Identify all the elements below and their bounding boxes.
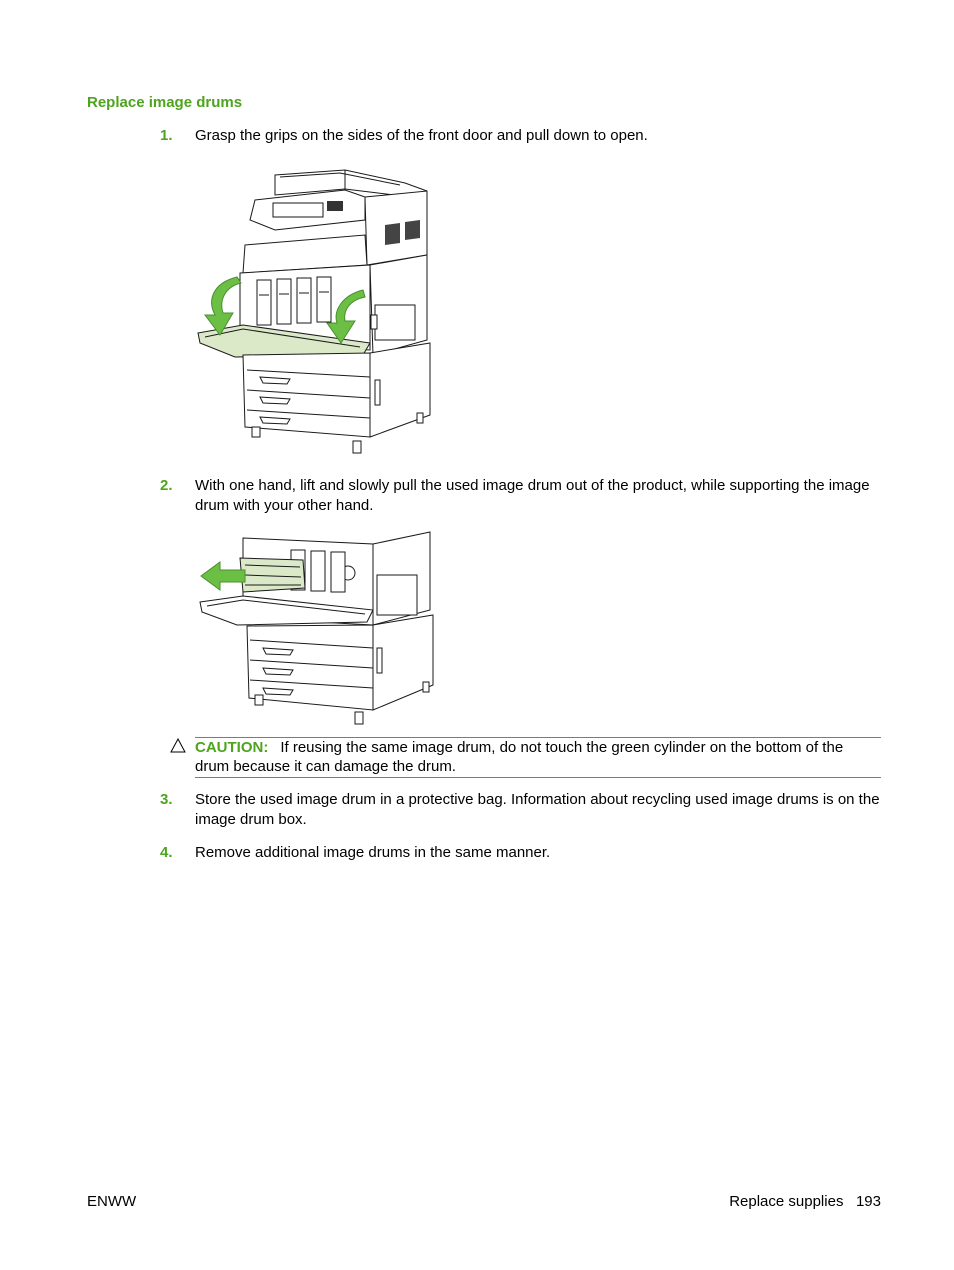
caution-text: If reusing the same image drum, do not touch the green cylinder on the bottom of the drum because it can damage the drum.: [195, 739, 844, 775]
step-1-text: Grasp the grips on the sides of the front door and pull down to open.: [195, 127, 648, 144]
footer-right: [729, 1193, 881, 1210]
footer-left: ENWW: [87, 1193, 137, 1210]
caution-note: [195, 737, 881, 778]
step-4-number: 4.: [160, 844, 173, 861]
page-number: 193: [855, 1193, 881, 1210]
step-3-number: 3.: [160, 791, 173, 808]
step-4-text: Remove additional image drums in the same manner.: [195, 844, 551, 861]
caution-label: CAUTION:: [195, 739, 269, 756]
step-2-number: 2.: [160, 477, 173, 494]
step-3-text: Store the used image drum in a protective bag. Information about recycling used image drums is on the image drum box.: [195, 791, 880, 828]
image-drum-removal-illustration: [195, 530, 440, 730]
printer-door-open-illustration: [195, 165, 435, 460]
step-1-number: 1.: [160, 127, 173, 144]
footer-section: Replace supplies: [729, 1193, 844, 1210]
step-2-text: With one hand, lift and slowly pull the used image drum out of the product, while supporting the image drum with your other hand.: [195, 477, 870, 514]
caution-triangle-icon: [170, 738, 186, 753]
section-heading: Replace image drums: [87, 94, 243, 111]
